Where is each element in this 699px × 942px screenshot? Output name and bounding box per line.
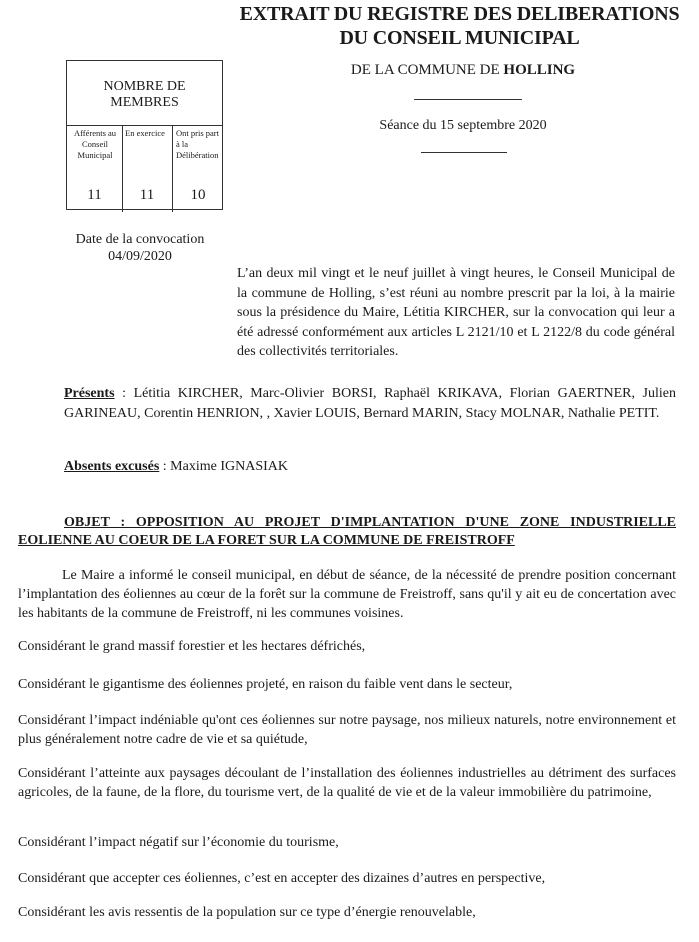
paragraph-considerant-1: Considérant le grand massif forestier et les hectares défrichés,: [18, 639, 366, 654]
commune-line: [300, 62, 626, 79]
members-row: [67, 125, 222, 212]
presents-paragraph: [64, 384, 676, 423]
objet-heading: OBJET : OPPOSITION AU PROJET D'IMPLANTATION D'UNE ZONE INDUSTRIELLE EOLIENNE AU COEUR DE LA FORET SUR LA COMMUNE DE FREISTROFF: [18, 515, 676, 548]
commune-prefix: DE LA COMMUNE DE: [350, 62, 504, 78]
members-col-deliberation: [173, 126, 223, 212]
intro-paragraph: L’an deux mil vingt et le neuf juillet à vingt heures, le Conseil Municipal de la commune de Holling, s’est réuni au nombre prescrit par la loi, à la mairie sous la présidence du Maire, Létitia KIRCHER, sur la convocation qui leur a été adressé conformément aux articles L 2121/10 et L 2122/8 du code général des collectivités territoriales.: [237, 266, 675, 359]
paragraph-considerant-2: Considérant le gigantisme des éoliennes projeté, en raison du faible vent dans le secteur,: [18, 677, 513, 692]
convocation-label: Date de la convocation: [75, 232, 205, 247]
members-title-line-1: NOMBRE DE: [103, 79, 186, 94]
members-col-value: 10: [190, 187, 206, 203]
document-title: [220, 2, 699, 50]
members-col-value: 11: [87, 187, 102, 203]
title-line-1: EXTRAIT DU REGISTRE DES DELIBERATIONS: [239, 3, 680, 25]
paragraph-considerant-3: Considérant l’impact indéniable qu'ont ces éoliennes sur notre paysage, nos milieux naturels, notre environnement et plus généralement notre cadre de vie et sa quiétude,: [18, 713, 676, 747]
title-line-2: DU CONSEIL MUNICIPAL: [339, 27, 580, 49]
members-col-label: En exercice: [125, 128, 165, 138]
seance-date: Séance du 15 septembre 2020: [379, 118, 547, 133]
absents-paragraph: [64, 459, 676, 475]
members-col-label: Afférents au Conseil Municipal: [73, 128, 117, 160]
members-col-value: 11: [139, 187, 155, 203]
paragraph-considerant-6: Considérant que accepter ces éoliennes, c’est en accepter des dizaines d’autres en perspective,: [18, 871, 546, 886]
absents-names: : Maxime IGNASIAK: [159, 459, 288, 474]
members-col-exercice: [122, 126, 173, 212]
paragraph-considerant-4: Considérant l’atteinte aux paysages découlant de l’installation des éoliennes industrielles au détriment des surfaces agricoles, de la faune, de la flore, du tourisme vert, de la qualité de vie et de la valeur immobilière du patrimoine,: [18, 766, 676, 800]
presents-names: : Létitia KIRCHER, Marc-Olivier BORSI, Raphaël KRIKAVA, Florian GAERTNER, Julien GARINEAU, Corentin HENRION, , Xavier LOUIS, Bernard MARIN, Stacy MOLNAR, Nathalie PETIT.: [64, 386, 676, 421]
members-col-label: Ont pris part à la Délibération: [176, 128, 219, 160]
absents-label: Absents excusés: [64, 459, 160, 474]
convocation: [60, 231, 220, 265]
commune-name: HOLLING: [503, 62, 576, 78]
convocation-date: 04/09/2020: [108, 249, 172, 264]
divider-top: [414, 99, 522, 100]
members-box-title: [67, 79, 222, 111]
members-title-line-2: MEMBRES: [110, 95, 179, 110]
divider-bottom: [421, 152, 507, 153]
members-box: [66, 60, 223, 210]
presents-label: Présents: [64, 386, 115, 401]
paragraph-considerant-7: Considérant les avis ressentis de la population sur ce type d’énergie renouvelable,: [18, 905, 476, 920]
paragraph-intro-maire: Le Maire a informé le conseil municipal, en début de séance, de la nécessité de prendre position concernant l’implantation des éoliennes au cœur de la forêt sur la commune de Freistroff, sans qu'il y ait eu de concertation avec les habitants de la commune de Freistroff, ni les communes voisines.: [18, 568, 676, 621]
members-col-afferents: [67, 126, 123, 212]
paragraph-considerant-5: Considérant l’impact négatif sur l’économie du tourisme,: [18, 835, 339, 850]
